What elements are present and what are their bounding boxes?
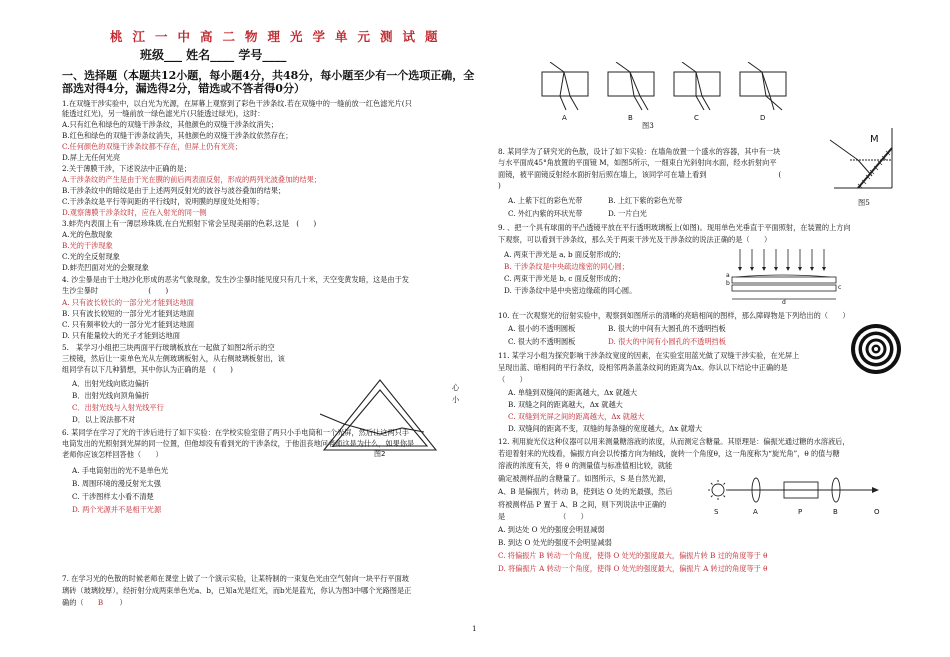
- q8-stem-4: ): [498, 181, 501, 190]
- q11-option-b: B. 双缝之间的距离越大，Δx 就越大: [508, 400, 623, 409]
- q4-option-d: D. 只有能量较大的光子才能到达地面: [62, 331, 180, 340]
- q8-option-a: A. 上紫下红的彩色光带: [508, 196, 583, 205]
- q8-option-c: C. 外红内紫的环状光带: [508, 209, 583, 218]
- exam-title: 桃江一中高二物理光学单元测试题: [110, 29, 448, 44]
- q5-side-note-2: 小: [452, 395, 460, 404]
- fig3-option-d-diagram: [740, 62, 786, 110]
- q5-option-b: B．出射光线向顶角偏折: [72, 391, 150, 400]
- q11-option-c: C. 双缝到光屏之间的距离越大，Δx 就越大: [508, 412, 645, 421]
- figure-5-label: 图5: [858, 198, 870, 207]
- q9-option-a: A. 两束干涉光是 a, b 面反射形成的；: [504, 250, 626, 259]
- q3-option-c: C.光的全反射现象: [62, 252, 120, 261]
- q10-option-c: C. 很大的不透明圆板: [508, 337, 576, 346]
- q7-stem-2: 璃砖（玻璃较厚），经折射分成两束单色光a、b，已知a光是红光，而b光是蓝光，你认为图3中哪个光路图是正: [62, 586, 412, 595]
- fig12-label-s: S: [714, 508, 719, 516]
- fig3-label-a: A: [562, 114, 567, 122]
- fig3-label-b: B: [628, 114, 633, 122]
- q10-option-b: B. 很大的中间有大圆孔的不透明挡板: [608, 324, 726, 333]
- section-heading: 一、选择题（本题共12小题，每小题4分，共48分，每小题至少有一个选项正确，全: [62, 69, 475, 82]
- q12-option-d: D. 将偏振片 A 转动一个角度，使得 O 处光的强度最大，偏振片 A 转过的角度等于 θ: [498, 564, 768, 573]
- q5-option-a: A．出射光线向底边偏折: [72, 379, 150, 388]
- q12-stem: 12. 利用旋光仪这种仪器可以用来测量糖溶液的浓度，从而测定含糖量。其原理是：偏振光通过糖的水溶液后，: [498, 437, 850, 446]
- q1-option-c: C.任何颜色的双缝干涉条纹都不存在，但屏上仍有光亮；: [62, 142, 243, 151]
- fig3-option-a-diagram: [542, 62, 588, 110]
- prism-inner-triangle: [333, 390, 427, 446]
- q9-stem: 9. 、把一个具有球面的平凸透镜平放在平行透明玻璃板上(如图)。现用单色光垂直于平面照射，在装置的上方向: [498, 223, 851, 232]
- q4-option-b: B. 只有波长较短的一部分光才能到达地面: [62, 309, 195, 318]
- q4-stem: 4. 沙尘暴是由于土地沙化形成的恶劣气象现象，发生沙尘暴时能见度只有几十米，天空变黄发暗，这是由于发: [62, 275, 409, 284]
- q12-option-a: A. 到达处 O 光的强度会明显减弱: [498, 525, 605, 534]
- fig3-option-c-diagram: [674, 62, 720, 110]
- diffraction-rings-figure: [850, 323, 902, 375]
- fig12-label-b: B: [833, 508, 838, 516]
- section-heading-line2: 部选对得4分，漏选得2分，错选或不答者得0分）: [62, 82, 305, 95]
- q6-option-c: C. 干涉图样太小看不清楚: [72, 492, 154, 501]
- q9-stem-2: 下观察，可以看到干涉条纹，那么关于两束干涉光及干涉条纹的说法正确的是（ ）: [498, 235, 772, 244]
- q3-option-d: D.蚌壳凹面对光的会聚现象: [62, 263, 149, 272]
- q12-stem-5: A、B 是偏振片，转动 B，使到达 O 处的光最强，然后: [498, 487, 673, 496]
- figure-2-label: 图2: [374, 450, 386, 458]
- q3-stem: 3.蚌壳内表面上有一薄层珍珠质,在白光照射下常会呈现美丽的色彩,这是 ( ): [62, 219, 317, 228]
- q3-option-a: A.光的色散现象: [62, 230, 113, 239]
- q7-stem-4-text: ）: [119, 598, 127, 607]
- q9-label-d: d: [782, 299, 786, 305]
- q6-option-a: A. 手电筒射出的光不是单色光: [72, 466, 169, 475]
- q2-option-a: A.干涉条纹的产生是由于光在膜的前后两表面反射，形成的两列光波叠加的结果；: [62, 175, 322, 184]
- q5-option-d: D．以上说法都不对: [72, 415, 136, 424]
- q8-option-b: B. 上红下紫的彩色光带: [608, 196, 683, 205]
- q12-option-b: B. 到达 O 处光的强度不会明显减弱: [498, 538, 612, 547]
- q6-stem-2: 电筒发出的光照射到光屏的同一位置，但他却没有看到光的干涉条纹，于他沮丧地问老师这是为什么，如果你是: [62, 439, 415, 448]
- q9-lens-diagram: [726, 247, 846, 305]
- fig12-label-a: A: [753, 508, 758, 516]
- fig3-option-b-diagram: [608, 62, 654, 110]
- fig3-label-c: C: [694, 114, 699, 122]
- q1-stem: 1.在双缝干涉实验中，以白光为光源，在屏幕上观察到了彩色干涉条纹.若在双缝中的一缝前放一红色滤光片(只: [62, 99, 412, 108]
- q4-option-c: C. 只有频率较大的一部分光才能到达地面: [62, 320, 195, 329]
- q10-option-a: A. 很小的不透明圆板: [508, 324, 576, 333]
- q10-stem: 10. 在一次观察光的衍射实验中，观察到如图所示的清晰的亮暗相间的图样，那么障碍物是下列给出的（ ）: [498, 311, 850, 320]
- q9-label-a: a: [726, 272, 730, 279]
- q10-option-d: D. 很大的中间有小圆孔的不透明挡板: [608, 337, 726, 346]
- figure-5-water-mirror: [828, 126, 898, 196]
- q8-stem: 8. 某同学为了研究光的色散，设计了如下实验：在墙角放置一个盛水的容器，其中有一块: [498, 147, 781, 156]
- polarimeter-figure: [704, 470, 894, 520]
- q1-option-a: A.只有红色和绿色的双缝干涉条纹，其他颜色的双缝干涉条纹消失；: [62, 120, 278, 129]
- mirror-label: M: [870, 134, 879, 145]
- q12-stem-2: 若迎着射来的光线看，偏振方向会以传播方向为轴线，旋转一个角度θ，这一角度称为“旋光角”，θ 的值与糖: [498, 449, 840, 458]
- fig3-label-d: D: [760, 114, 766, 122]
- page-number: 1: [472, 624, 477, 633]
- q5-option-c: C．出射光线与入射光线平行: [72, 403, 164, 412]
- q11-option-a: A. 单缝到双缝间的距离越大，Δx 就越大: [508, 388, 638, 397]
- q11-stem-2: 呈现出蓝、暗相间的平行条纹，设相邻两条蓝条纹间的距离为Δx。你认以下结论中正确的是: [498, 363, 788, 372]
- q1-stem-2: 能透过红光)，另一缝前放一绿色滤光片(只能透过绿光)，这时：: [62, 109, 265, 118]
- q11-stem: 11. 某学习小组为探究影响干涉条纹宽度的因素，在实验室用蓝光做了双缝干涉实验，在光屏上: [498, 351, 800, 360]
- q5-stem: 5. 某学习小组把三块两面平行玻璃板放在一起做了如图2所示的空: [62, 343, 275, 352]
- q9-option-d: D. 干涉条纹中是中央密边缘疏的同心圆。: [504, 286, 637, 295]
- q5-side-note: 心: [452, 383, 460, 392]
- q11-option-d: D. 双缝间的距离不变，双缝的每条缝的宽度越大，Δx 就增大: [508, 424, 703, 433]
- q12-stem-6: 将被测样品 P 置于 A、B 之间，则下列说法中正确的: [498, 500, 667, 509]
- q2-stem: 2.关于薄膜干涉，下述说法中正确的是；: [62, 164, 192, 173]
- q8-stem-2: 与水平面成45°角放置的平面镜 M，如图5所示，一细束白光斜射向水面，经水折射向平: [498, 158, 777, 167]
- q1-option-d: D.屏上无任何光亮: [62, 153, 121, 162]
- q4-stem-2: 生沙尘暴时 ( ): [62, 286, 169, 295]
- plane-mirror: [858, 148, 892, 188]
- q9-option-b: B. 干涉条纹是中央疏边缘密的同心圆；: [504, 262, 629, 271]
- q7-stem: 7. 在学习光的色散的时候老师在课堂上做了一个演示实验，让某特制的一束复色光由空气射向一块平行平面玻: [62, 574, 409, 583]
- figure-3-label: 图3: [642, 121, 654, 130]
- q6-stem: 6. 某同学在学习了光的干涉后进行了如下实验：在学校实验室借了两只小手电筒和一个光屏，然后让这两只手: [62, 428, 409, 437]
- q12-stem-7: 是 （ ）: [498, 512, 588, 521]
- q11-stem-3: （ ）: [498, 375, 527, 384]
- q12-stem-4: 确定被测样品的含糖量了。如图所示，S 是自然光源，: [498, 474, 671, 483]
- q12-stem-3: 溶液的浓度有关，将 θ 的测量值与标准值相比较，就能: [498, 461, 673, 470]
- q12-option-c: C. 将偏振片 B 转动一个角度，使得 O 处光的强度最大，偏振片转 B 过的角度等于 θ: [498, 551, 768, 560]
- q5-stem-3: 组同学有以下几种猜想，其中你认为正确的是 ( ): [62, 365, 233, 374]
- q8-option-d: D. 一片白光: [608, 209, 647, 218]
- q6-option-b: B. 周围环境的漫反射光太强: [72, 479, 161, 488]
- refracted-ray: [858, 160, 872, 176]
- q7-stem-3: [62, 598, 127, 607]
- q2-option-b: B.干涉条纹中的暗纹是由于上述两列反射光的波谷与波谷叠加的结果；: [62, 186, 286, 195]
- q6-option-d: D. 两个光源并不是相干光源: [72, 505, 162, 514]
- q3-option-b: B.光的干涉现象: [62, 241, 113, 250]
- figure-3-light-paths: [538, 62, 808, 132]
- q9-label-c: c: [838, 284, 842, 291]
- q5-stem-2: 三棱镜，然后让一束单色光从左侧玻璃板射入，从右侧玻璃板射出，该: [62, 354, 285, 363]
- light-source-s: [712, 484, 724, 496]
- fig12-label-p: P: [798, 508, 803, 516]
- q8-stem-3: 面镜，被平面镜反射经水面折射后照在墙上，该同学可在墙上看到 (: [498, 170, 782, 179]
- q9-option-c: C. 两束干涉光是 b, c 面反射形成的；: [504, 274, 626, 283]
- incident-ray: [830, 140, 858, 160]
- q4-option-a: A. 只有波长较长的一部分光才能到达地面: [62, 298, 194, 307]
- fig12-label-o: O: [874, 508, 880, 516]
- q2-option-c: C.干涉条纹是平行等间距的平行线时，说明膜的厚度处处相等；: [62, 197, 264, 206]
- q2-option-d: D.观察薄膜干涉条纹时，应在入射光的同一侧: [62, 208, 207, 217]
- q7-stem-3-text: 确的（: [62, 598, 84, 607]
- q6-stem-3: 老师你应该怎样回答他（ ）: [62, 450, 163, 459]
- student-info-line: 班级___ 姓名____ 学号____: [140, 48, 287, 62]
- q1-option-b: B.红色和绿色的双缝干涉条纹消失，其他颜色的双缝干涉条纹依然存在；: [62, 131, 293, 140]
- q7-answer: B: [97, 598, 104, 607]
- q9-label-b: b: [726, 280, 730, 287]
